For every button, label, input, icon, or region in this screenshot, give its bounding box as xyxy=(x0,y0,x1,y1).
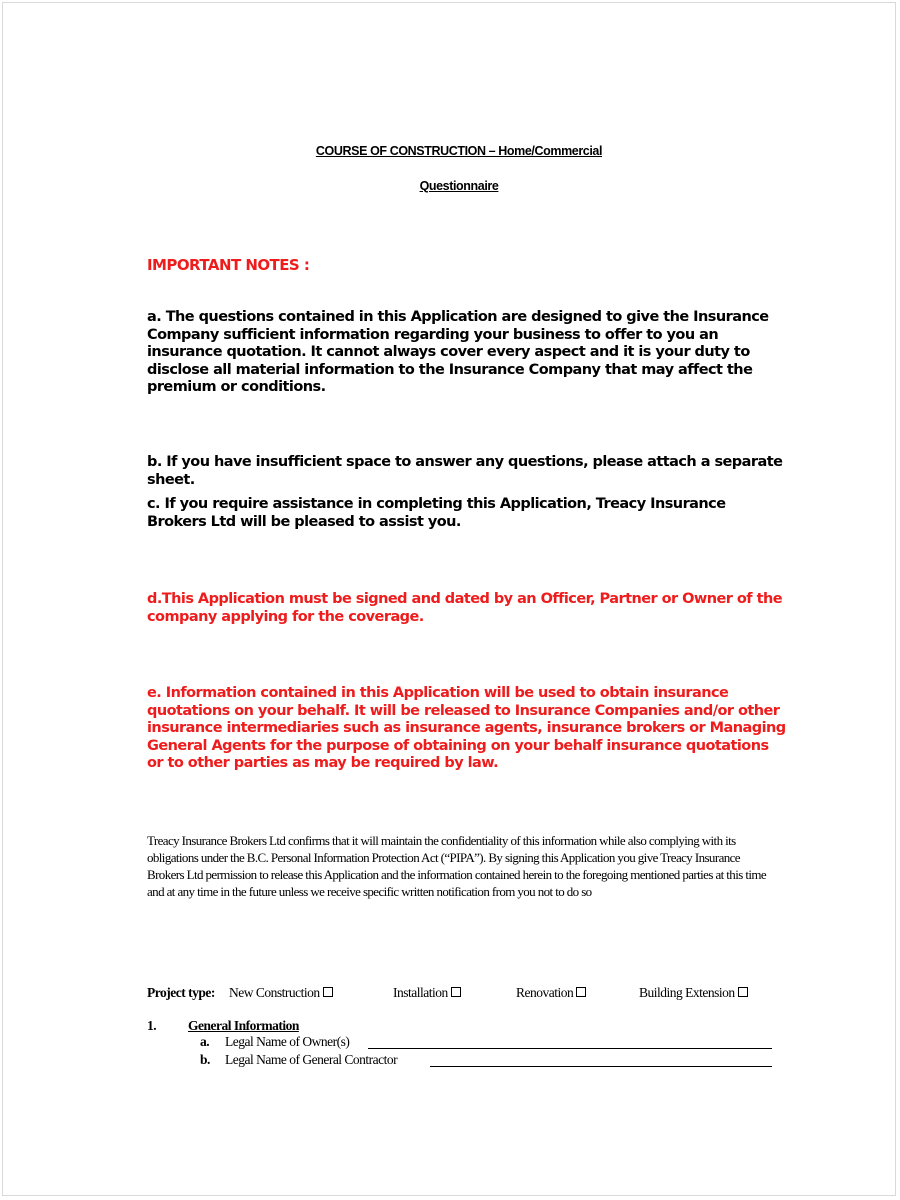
checkbox-installation[interactable] xyxy=(451,987,461,997)
section-1-number: 1. xyxy=(147,1018,157,1033)
note-a: a. The questions contained in this Application are designed to give the Insurance Company sufficient information regarding your business to offer to you an insurance quotation. It cannot always cover every aspect and it is your duty to disclose all material information to the Insurance Company that may affect the premium or conditions. xyxy=(147,309,769,395)
section-1-title: General Information xyxy=(188,1018,299,1033)
checkbox-renovation[interactable] xyxy=(576,987,586,997)
document-subtitle: Questionnaire xyxy=(419,179,499,193)
note-e: e. Information contained in this Application will be used to obtain insurance quotations on your behalf. It will be released to Insurance Companies and/or other insurance intermediaries such as insurance agents, insurance brokers or Managing General Agents for the purpose of obtaining on your behalf insurance quotations or to other parties as may be required by law. xyxy=(147,685,786,771)
checkbox-building-extension[interactable] xyxy=(738,987,748,997)
project-type-building-extension[interactable]: Building Extension xyxy=(639,985,748,1001)
project-type-renovation[interactable]: Renovation xyxy=(516,985,586,1001)
project-type-new-construction[interactable]: New Construction xyxy=(229,985,333,1001)
legal-name-owner-field[interactable] xyxy=(368,1048,772,1049)
note-d: d.This Application must be signed and dated by an Officer, Partner or Owner of the company applying for the coverage. xyxy=(147,591,783,625)
item-a-letter: a. xyxy=(200,1034,210,1049)
important-notes-heading: IMPORTANT NOTES : xyxy=(147,256,310,274)
legal-name-contractor-field[interactable] xyxy=(430,1066,772,1067)
project-type-installation[interactable]: Installation xyxy=(393,985,461,1001)
note-c: c. If you require assistance in completing this Application, Treacy Insurance Brokers Ltd will be pleased to assist you. xyxy=(147,496,726,530)
checkbox-new-construction[interactable] xyxy=(323,987,333,997)
document-title: COURSE OF CONSTRUCTION – Home/Commercial xyxy=(315,144,603,158)
project-type-row xyxy=(0,985,900,1003)
privacy-statement: Treacy Insurance Brokers Ltd confirms that it will maintain the confidentiality of this information while also complying with its obligations under the B.C. Personal Information Protection Act (“PIPA”). By signing this Application you give Treacy Insurance Brokers Ltd permission to release this Application and the information contained herein to the foregoing mentioned parties at this time and at any time in the future unless we receive specific written notification from you not to do so xyxy=(147,833,767,899)
project-type-label: Project type: xyxy=(147,985,215,1000)
legal-name-contractor-label: Legal Name of General Contractor xyxy=(225,1052,398,1067)
note-b: b. If you have insufficient space to answer any questions, please attach a separate sheet. xyxy=(147,454,783,488)
item-b-letter: b. xyxy=(200,1052,210,1067)
legal-name-owner-label: Legal Name of Owner(s) xyxy=(225,1034,350,1049)
